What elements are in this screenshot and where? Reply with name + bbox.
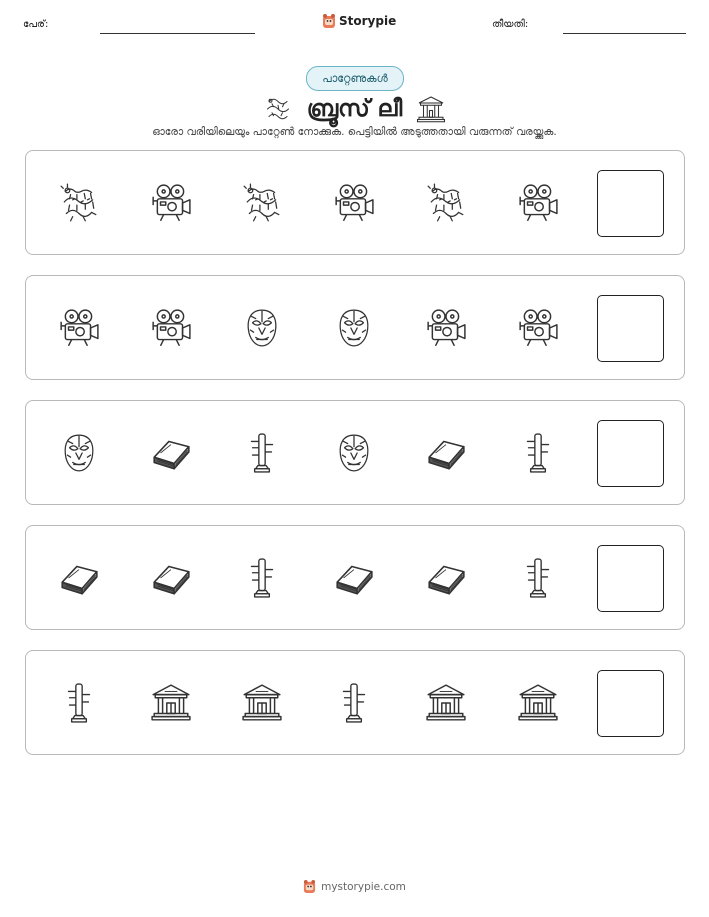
pattern-row-4 (25, 525, 685, 630)
film-camera-icon (516, 306, 560, 350)
storypie-mascot-icon (303, 879, 316, 894)
temple-icon (240, 681, 284, 725)
dragon-icon (240, 181, 284, 225)
book-icon (424, 431, 468, 475)
answer-box[interactable] (597, 420, 664, 487)
temple-icon (516, 681, 560, 725)
footer-url[interactable]: mystorypie.com (321, 880, 406, 893)
storypie-mascot-icon (322, 13, 336, 29)
film-camera-icon (424, 306, 468, 350)
book-icon (149, 556, 193, 600)
opera-mask-icon (332, 431, 376, 475)
answer-box[interactable] (597, 170, 664, 237)
dragon-icon (57, 181, 101, 225)
pattern-row-1 (25, 150, 685, 255)
answer-box[interactable] (597, 295, 664, 362)
page-title: ബ്രൂസ് ലീ (306, 96, 403, 122)
temple-icon (149, 681, 193, 725)
film-camera-icon (57, 306, 101, 350)
wooden-dummy-icon (516, 556, 560, 600)
answer-box[interactable] (597, 670, 664, 737)
film-camera-icon (332, 181, 376, 225)
brand-name: Storypie (339, 14, 397, 28)
opera-mask-icon (332, 306, 376, 350)
book-icon (57, 556, 101, 600)
book-icon (149, 431, 193, 475)
dragon-icon (263, 94, 293, 124)
temple-icon (416, 94, 446, 124)
name-label: പേര്: (23, 19, 49, 30)
book-icon (424, 556, 468, 600)
wooden-dummy-icon (240, 431, 284, 475)
pattern-row-3 (25, 400, 685, 505)
dragon-icon (424, 181, 468, 225)
brand-logo (322, 13, 396, 29)
book-icon (332, 556, 376, 600)
footer (0, 879, 709, 894)
title-row (0, 92, 709, 126)
name-field[interactable] (100, 33, 255, 34)
pattern-row-2 (25, 275, 685, 380)
date-field[interactable] (563, 33, 686, 34)
answer-box[interactable] (597, 545, 664, 612)
opera-mask-icon (57, 431, 101, 475)
opera-mask-icon (240, 306, 284, 350)
pattern-row-5 (25, 650, 685, 755)
wooden-dummy-icon (57, 681, 101, 725)
temple-icon (424, 681, 468, 725)
date-label: തീയതി: (492, 19, 529, 30)
instructions-text: ഓരോ വരിയിലെയും പാറ്റേൺ നോക്കുക. പെട്ടിയിൽ അടുത്തതായി വരുന്നത് വരയ്ക്കുക. (152, 126, 557, 138)
film-camera-icon (516, 181, 560, 225)
wooden-dummy-icon (332, 681, 376, 725)
wooden-dummy-icon (240, 556, 284, 600)
film-camera-icon (149, 306, 193, 350)
film-camera-icon (149, 181, 193, 225)
topic-badge: പാറ്റേണുകൾ (306, 66, 404, 91)
wooden-dummy-icon (516, 431, 560, 475)
